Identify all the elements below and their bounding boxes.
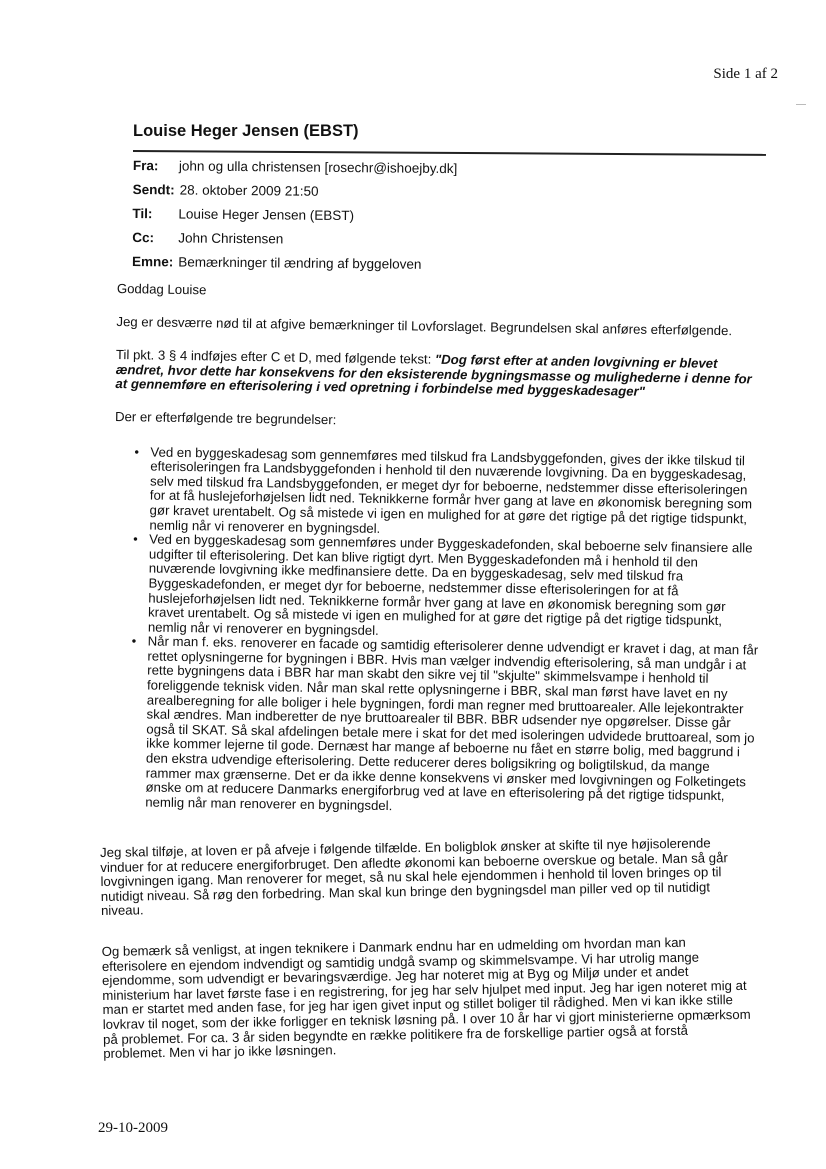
paragraph-intro: Jeg er desværre nød til at afgive bemærkninger til Lovforslaget. Begrundelsen skal anføres efterfølgende.	[116, 313, 733, 338]
cc-label: Cc:	[132, 229, 155, 246]
proposal-intro: Til pkt. 3 § 4 indføjes efter C et D, med følgende tekst:	[115, 347, 436, 367]
list-item	[131, 633, 760, 819]
bullet-dot-icon: •	[131, 633, 137, 649]
title-divider	[133, 150, 766, 156]
from-label: Fra:	[132, 158, 159, 174]
subject-row	[132, 254, 692, 283]
page-header: Side 1 af 2	[713, 66, 778, 82]
to-value: Louise Heger Jensen (EBST)	[178, 206, 355, 224]
to-label: Til:	[132, 205, 153, 222]
reason-text: Ved en byggeskadesag som gennemføres under Byggeskadefonden, skal beboerne selv finansiere alle udgifter til efterisolering. Det kan blive rigtigt dyrt. Men Byggeskadefonden må i henhold til den nuværende lovgivning ikke medfinansiere dette. Da en byggeskadesag, selv med tilskud fra Byggeskadefonden, er meget dyr for beboerne, nedstemmer disse efterisoleringen for at få huslejeforhøjelsen lidt ned. Teknikkerne formår hver gang at lave en økonomisk beregning som gør kravet urentabelt. Og så mistede vi igen en mulighed for at gøre det rigtige på det rigtige tidspunkt, nemlig når vi renoverer en bygningsdel.	[147, 531, 753, 638]
from-value: john og ulla christensen [rosechr@ishoejby.dk]	[178, 158, 458, 177]
email-title: Louise Heger Jensen (EBST)	[133, 122, 359, 140]
subject-label: Emne:	[131, 253, 174, 270]
list-item	[133, 531, 761, 644]
footer-date: 29-10-2009	[98, 1120, 168, 1136]
paragraph-closing: Og bemærk så venligst, at ingen teknikere i Danmark endnu har en udmelding om hvordan man kan efterisolere en ejendom indvendigt og samtidig undgå svamp og skimmelsvampe. Vi har utrolig mange ejendomme, som udvendigt er bevaringsværdige. Jeg har noteret mig at Byg og Miljø under et andet ministerium har lavet første fase i en registrering, for jeg har selv hjulpet med input. Jeg har igen noteret mig at man er startet med anden fase, for jeg har igen givet input og stillet boliger til rådighed. Men vi kan ikke stille lovkrav til noget, som der ikke forligger en teknisk løsning på. I over 10 år har vi gjort ministerierne opmærksom på problemet. For ca. 3 år siden begyndte en række politikere fra de forskellige partier også at forstå problemet. Men vi har jo ikke løsningen.	[101, 934, 751, 1062]
email-body-continued	[100, 836, 753, 1062]
greeting: Goddag Louise	[116, 281, 207, 298]
sent-label: Sendt:	[132, 181, 175, 198]
email-headers	[132, 158, 693, 283]
margin-rule	[796, 104, 806, 105]
paragraph-proposal	[115, 348, 764, 401]
paragraph-reasons-heading: Der er efterfølgende tre begrundelser:	[114, 408, 337, 428]
subject-value: Bemærkninger til ændring af byggeloven	[178, 254, 422, 272]
cc-value: John Christensen	[178, 230, 284, 247]
paragraph-addition: Jeg skal tilføje, at loven er på afveje i følgende tilfælde. En boligblok ønsker at skifte til nye højisolerende vinduer for at reducere energiforbruget. Den afledte økonomi kan beboerne overskue og betale. Man så går lovgivningen igang. Man renoverer for meget, så nu skal hele ejendommen i henhold til loven bringes op til nutidigt niveau. Så røg den forbedring. Man skal kun bringe den bygningsdel man piller ved op til nutidigt niveau.	[99, 835, 728, 919]
reasons-list	[109, 445, 762, 819]
email-body	[109, 282, 765, 839]
bullet-dot-icon: •	[134, 443, 140, 459]
reason-text: Når man f. eks. renoverer en facade og samtidig efterisolerer denne udvendigt er kravet i dag, at man får rettet oplysningerne for bygningen i BBR. Hvis man vælger indvendig efterisolering, så man undgår i at rette bygningens data i BBR har man skabt den sikre vej til "skjulte" skimmelsvampe i henhold til foreliggende teknisk viden. Når man skal rette oplysningerne i BBR, skal man først have lavet en ny arealberegning for alle boliger i hele bygningen, fordi man regner med bruttoarealer. Alle lejekontrakter skal ændres. Man indberetter de nye bruttoarealer til BBR. BBR udsender nye opgørelser. Disse går også til SKAT. Så skal afdelingen betale mere i skat for det med isoleringen udvidede bruttoareal, som jo ikke kommer lejerne til gode. Dernæst har mange af beboerne nu fået en større bolig, med baggrund i den ekstra udvendige efterisolering. Dette reducerer deres boligsikring og boligtilskud, da mange rammer max grænserne. Det er da ikke denne konsekvens vi ønsker med lovgivningen og Folketingets ønske om at reducere Danmarks energiforbrug ved at lave en efterisolering på det rigtige tidspunkt, nemlig når man renoverer en bygningsdel.	[145, 633, 759, 813]
list-item	[134, 443, 762, 542]
sent-value: 28. oktober 2009 21:50	[179, 182, 319, 199]
reason-text: Ved en byggeskadesag som gennemføres med tilskud fra Landsbyggefonden, gives der ikke tilskud til efterisoleringen fra Landsbyggefonden i henhold til den nuværende lovgivning. Da en byggeskadesag, selv med tilskud fra Landsbyggefonden, er meget dyr for beboerne, nedstemmer disse efterisoleringen for at få huslejeforhøjelsen lidt ned. Teknikkerne formår hver gang at lave en økonomisk beregning som gør kravet urentabelt. Og så mistede vi igen en mulighed for at gøre det rigtige på det rigtige tidspunkt, nemlig når vi renoverer en bygningsdel.	[149, 444, 753, 536]
bullet-dot-icon: •	[133, 531, 138, 547]
proposal-quote: "Dog først efter at anden lovgivning er blevet ændret, hvor dette har konsekvens for den eksisterende bygningsmasse og mulighederne i denne for at gennemføre en efterisolering i ved opretning i forbindelse med byggeskadesager"	[115, 351, 752, 400]
